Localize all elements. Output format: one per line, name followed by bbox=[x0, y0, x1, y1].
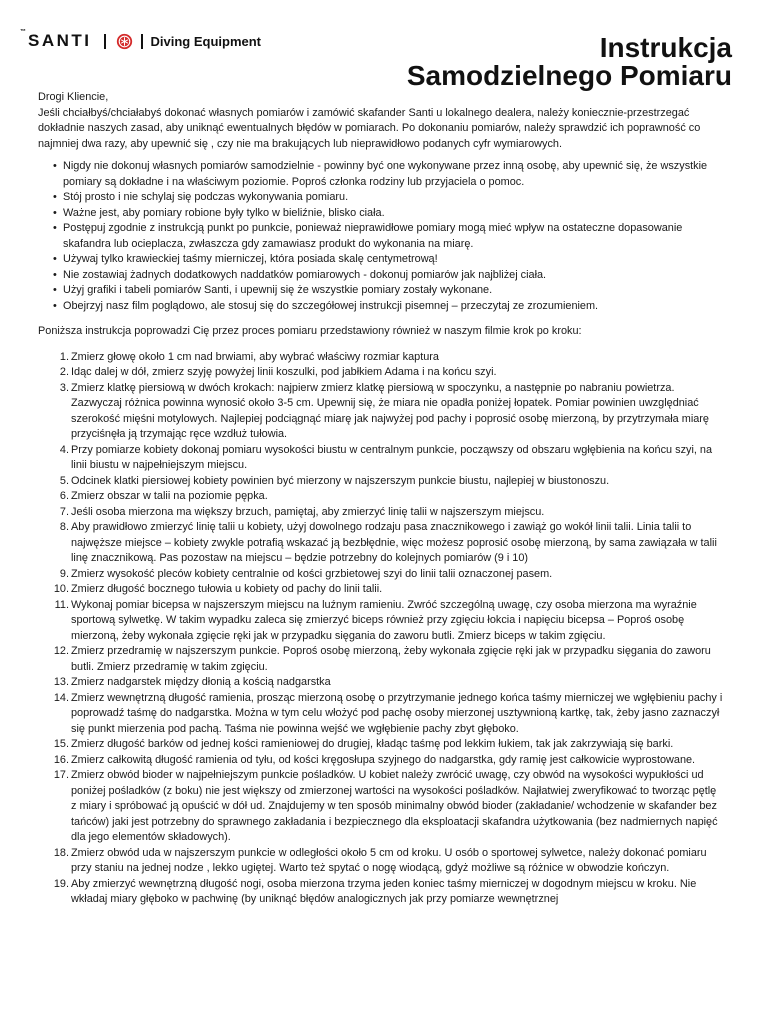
step-text: Aby prawidłowo zmierzyć linię talii u kobiety, użyj dowolnego rodzaju pasa znacznikowego i zawiąż go wokół linii talii. Linia talii to najwęższe miejsce – kobiety zwykle potrafią wskazać ją bezbłędnie, więc możesz poprosić osobę mierzoną, by sama zawiązała w talii linę znacznikową. Pas pozostaw na miejscu – będzie potrzebny do kolejnych pomiarów (9 i 10) bbox=[71, 521, 717, 564]
list-item: • Postępuj zgodnie z instrukcją punkt po punkcie, ponieważ nieprawidłowe pomiary mogą mieć wpływ na ostateczne dopasowanie skafandra lub ocieplacza, zwłaszcza gdy zamawiasz produkt do wykonania na miarę. bbox=[53, 221, 723, 252]
step-item bbox=[38, 350, 723, 366]
step-number: 18. bbox=[53, 846, 69, 859]
step-item bbox=[38, 474, 723, 490]
step-number: 7. bbox=[59, 505, 69, 518]
greeting: Drogi Kliencie, bbox=[38, 91, 109, 103]
step-number: 11. bbox=[54, 598, 69, 611]
logo-text: SANTI bbox=[28, 31, 92, 50]
step-number: 8. bbox=[59, 521, 69, 533]
intro-paragraph: Jeśli chciałbyś/chciałabyś dokonać własnych pomiarów i zamówić skafander Santi u lokalnego dealera, należy koniecznie-przestrzegać dokładnie naszych zasad, aby uniknąć ewentualnych błędów w pomiarach. Po dokonaniu pomiarów, należy sprawdzić ich poprawność co najmniej dwa razy, aby upewnić się , czy nie ma brakujących lub nieprawidłowo podanych cyfr wymiarowych. bbox=[38, 106, 701, 150]
step-item bbox=[38, 381, 723, 443]
step-number: 9. bbox=[59, 567, 69, 580]
step-item bbox=[38, 877, 723, 908]
step-item bbox=[38, 489, 723, 505]
step-item bbox=[38, 443, 723, 474]
step-number: 16. bbox=[53, 753, 69, 766]
step-item bbox=[38, 737, 723, 753]
step-text: Zmierz długość barków od jednej kości ramieniowej do drugiej, kładąc taśmę pod lekkim łukiem, tak jak zakrzywiają się barki. bbox=[71, 738, 674, 750]
step-text: Zmierz obwód uda w najszerszym punkcie w odległości około 5 cm od kroku. U osób o sportowej sylwetce, należy dokonać pomiaru przy staniu na jednej nodze , lekko ugiętej. Warto też spytać o nogę wiodącą, gdyż możliwe są różnice w obwodzie kończyn. bbox=[71, 846, 707, 874]
steps-list bbox=[38, 350, 723, 908]
santi-emblem-icon bbox=[116, 33, 133, 50]
list-item: • Nie zostawiaj żadnych dodatkowych naddatków pomiarowych - dokonuj pomiarów jak najbliżej ciała. bbox=[53, 268, 723, 284]
step-item bbox=[38, 644, 723, 675]
step-item bbox=[38, 768, 723, 846]
step-text: Idąc dalej w dół, zmierz szyję powyżej linii koszulki, pod jabłkiem Adama i na końcu szyi. bbox=[71, 366, 497, 378]
step-text: Aby zmierzyć wewnętrzną długość nogi, osoba mierzona trzyma jeden koniec taśmy mierniczej w dogodnym miejscu w kroku. Nie wkładaj miary głęboko w pachwinę (by uniknąć błędów analogicznych jak przy pomiarze wewnętrznej bbox=[71, 877, 697, 905]
step-text: Zmierz nadgarstek między dłonią a kością nadgarstka bbox=[71, 676, 331, 688]
trademark-mark: ™ bbox=[20, 29, 26, 35]
step-text: Zmierz całkowitą długość ramienia od tyłu, od kości kręgosłupa szyjnego do nadgarstka, gdy ramię jest całkowicie wyprostowane. bbox=[71, 753, 696, 766]
step-item bbox=[38, 598, 723, 645]
step-number: 12. bbox=[53, 645, 69, 657]
step-number: 15. bbox=[53, 738, 69, 750]
step-text: Jeśli osoba mierzona ma większy brzuch, pamiętaj, aby zmierzyć linię talii w najszerszym miejscu. bbox=[71, 505, 545, 518]
step-text: Zmierz głowę około 1 cm nad brwiami, aby wybrać właściwy rozmiar kaptura bbox=[71, 350, 439, 363]
step-number: 19. bbox=[53, 877, 69, 890]
step-number: 14. bbox=[53, 691, 69, 704]
step-item bbox=[38, 846, 723, 877]
list-item: • Używaj tylko krawieckiej taśmy mierniczej, która posiada skalę centymetrową! bbox=[53, 252, 723, 268]
list-item: • Obejrzyj nasz film poglądowo, ale stosuj się do szczegółowej instrukcji pisemnej – przeczytaj ze zrozumieniem. bbox=[53, 299, 723, 315]
rules-list bbox=[38, 159, 723, 314]
step-text: Zmierz wysokość pleców kobiety centralnie od kości grzbietowej szyi do linii talii oznaczonej pasem. bbox=[71, 567, 553, 580]
page-title bbox=[407, 34, 732, 90]
step-text: Przy pomiarze kobiety dokonaj pomiaru wysokości biustu w centralnym punkcie, począwszy od obszaru wgłębienia na końcu szyi, na linii biustu w najpełniejszym miejscu. bbox=[71, 443, 713, 471]
steps-intro: Poniższa instrukcja poprowadzi Cię przez proces pomiaru przedstawiony również w naszym filmie krok po kroku: bbox=[38, 325, 582, 337]
step-text: Zmierz obszar w talii na poziomie pępka. bbox=[71, 490, 268, 502]
step-text: Wykonaj pomiar bicepsa w najszerszym miejscu na luźnym ramieniu. Zwróć szczególną uwagę, czy osoba mierzona ma wyraźnie sportową sylwetkę. W takim wypadku zaleca się zmierzyć biceps również przy zgięciu łokcia i napięciu bicepsa – Poproś osobę mierzoną, żeby wykonała zgięcie ręki jak w przypadku sięgania do zaworu butli. Zmierz biceps w takim zgięciu. bbox=[71, 598, 697, 642]
step-item bbox=[38, 520, 723, 567]
step-text: Zmierz długość bocznego tułowia u kobiety od pachy do linii talii. bbox=[71, 583, 383, 595]
step-number: 17. bbox=[53, 769, 69, 781]
title-line: Instrukcja bbox=[599, 32, 732, 63]
list-item: • Ważne jest, aby pomiary robione były tylko w bieliźnie, blisko ciała. bbox=[53, 206, 723, 222]
step-text: Zmierz wewnętrzną długość ramienia, prosząc mierzoną osobę o przytrzymanie jednego końca taśmy mierniczej we wgłębieniu pachy i poprowadź taśmę do nadgarstka. Można w tym celu włożyć pod pachę osoby mierzonej usztywnioną kartkę, tak, żeby jasno zaznaczył się punkt mierzenia pod pachą. Taśma nie powinna wejść we wgłębienie pachy zbyt głęboko. bbox=[71, 691, 723, 735]
step-number: 2. bbox=[59, 366, 69, 378]
step-number: 4. bbox=[59, 443, 69, 456]
step-number: 5. bbox=[59, 474, 69, 487]
step-number: 3. bbox=[59, 381, 69, 394]
step-text: Odcinek klatki piersiowej kobiety powinien być mierzony w najszerszym punkcie biustu, najlepiej w biustonoszu. bbox=[71, 474, 610, 487]
step-number: 1. bbox=[59, 350, 69, 363]
step-item bbox=[38, 505, 723, 521]
step-number: 13. bbox=[53, 676, 69, 688]
step-item bbox=[38, 753, 723, 769]
step-number: 6. bbox=[59, 490, 69, 502]
list-item: • Stój prosto i nie schylaj się podczas wykonywania pomiaru. bbox=[53, 190, 723, 206]
instructions-content bbox=[38, 90, 723, 908]
step-text: Zmierz przedramię w najszerszym punkcie. Poproś osobę mierzoną, żeby wykonała zgięcie ręki jak w przypadku sięgania do zaworu butli. Zmierz przedramię w takim zgięciu. bbox=[71, 645, 711, 673]
step-item bbox=[38, 365, 723, 381]
brand-tagline: Diving Equipment bbox=[150, 33, 261, 49]
step-number: 10. bbox=[53, 583, 69, 595]
step-item bbox=[38, 675, 723, 691]
step-item bbox=[38, 582, 723, 598]
step-text: Zmierz klatkę piersiową w dwóch krokach: najpierw zmierz klatkę piersiową w spoczynku, a następnie po nabraniu powietrza. Zazwyczaj różnica powinna wynosić około 3-5 cm. Upewnij się, że miara nie opadła poniżej łopatek. Pomiar powinien uwzględniać szerokość mięśni motylowych. Najlepiej podciągnąć miarę jak najwyżej pod pachy i poprosić osobę mierzoną, by przytrzymała miarę przyciśnęła ją trzymając ręce wzdłuż tułowia. bbox=[71, 381, 709, 440]
brand-header bbox=[20, 29, 261, 52]
santi-logo[interactable] bbox=[20, 29, 92, 51]
list-item: • Użyj grafiki i tabeli pomiarów Santi, i upewnij się że wszystkie pomiary zostały wykonane. bbox=[53, 283, 723, 299]
list-item: • Nigdy nie dokonuj własnych pomiarów samodzielnie - powinny być one wykonywane przez inną osobę, aby upewnić się, że wszystkie pomiary są dokładne i na właściwym poziomie. Poproś członka rodziny lub przyjaciela o pomoc. bbox=[53, 159, 723, 190]
title-line: Samodzielnego Pomiaru bbox=[406, 60, 732, 91]
brand-divider bbox=[141, 34, 143, 49]
step-item bbox=[38, 567, 723, 583]
brand-divider bbox=[104, 34, 106, 49]
step-text: Zmierz obwód bioder w najpełniejszym punkcie pośladków. U kobiet należy zwrócić uwagę, czy obwód na wysokości wypukłości ud poniżej pośladków (z boku) nie jest większy od zmierzonej wartości na wysokości pośladków. Najłatwiej zweryfikować to tworząc pętlę z miary i spróbować ją opuścić w dół ud. Znajdujemy w ten sposób minimalny obwód bioder (zakładanie/ wchodzenie w skafander bez tańców) jaki jest potrzebny do sprawnego zakładania i bezpiecznego dla eksploatacji skafandra użytkowania (bez nadmiernych napięć dla jego elementów składowych). bbox=[71, 769, 718, 843]
step-item bbox=[38, 691, 723, 738]
